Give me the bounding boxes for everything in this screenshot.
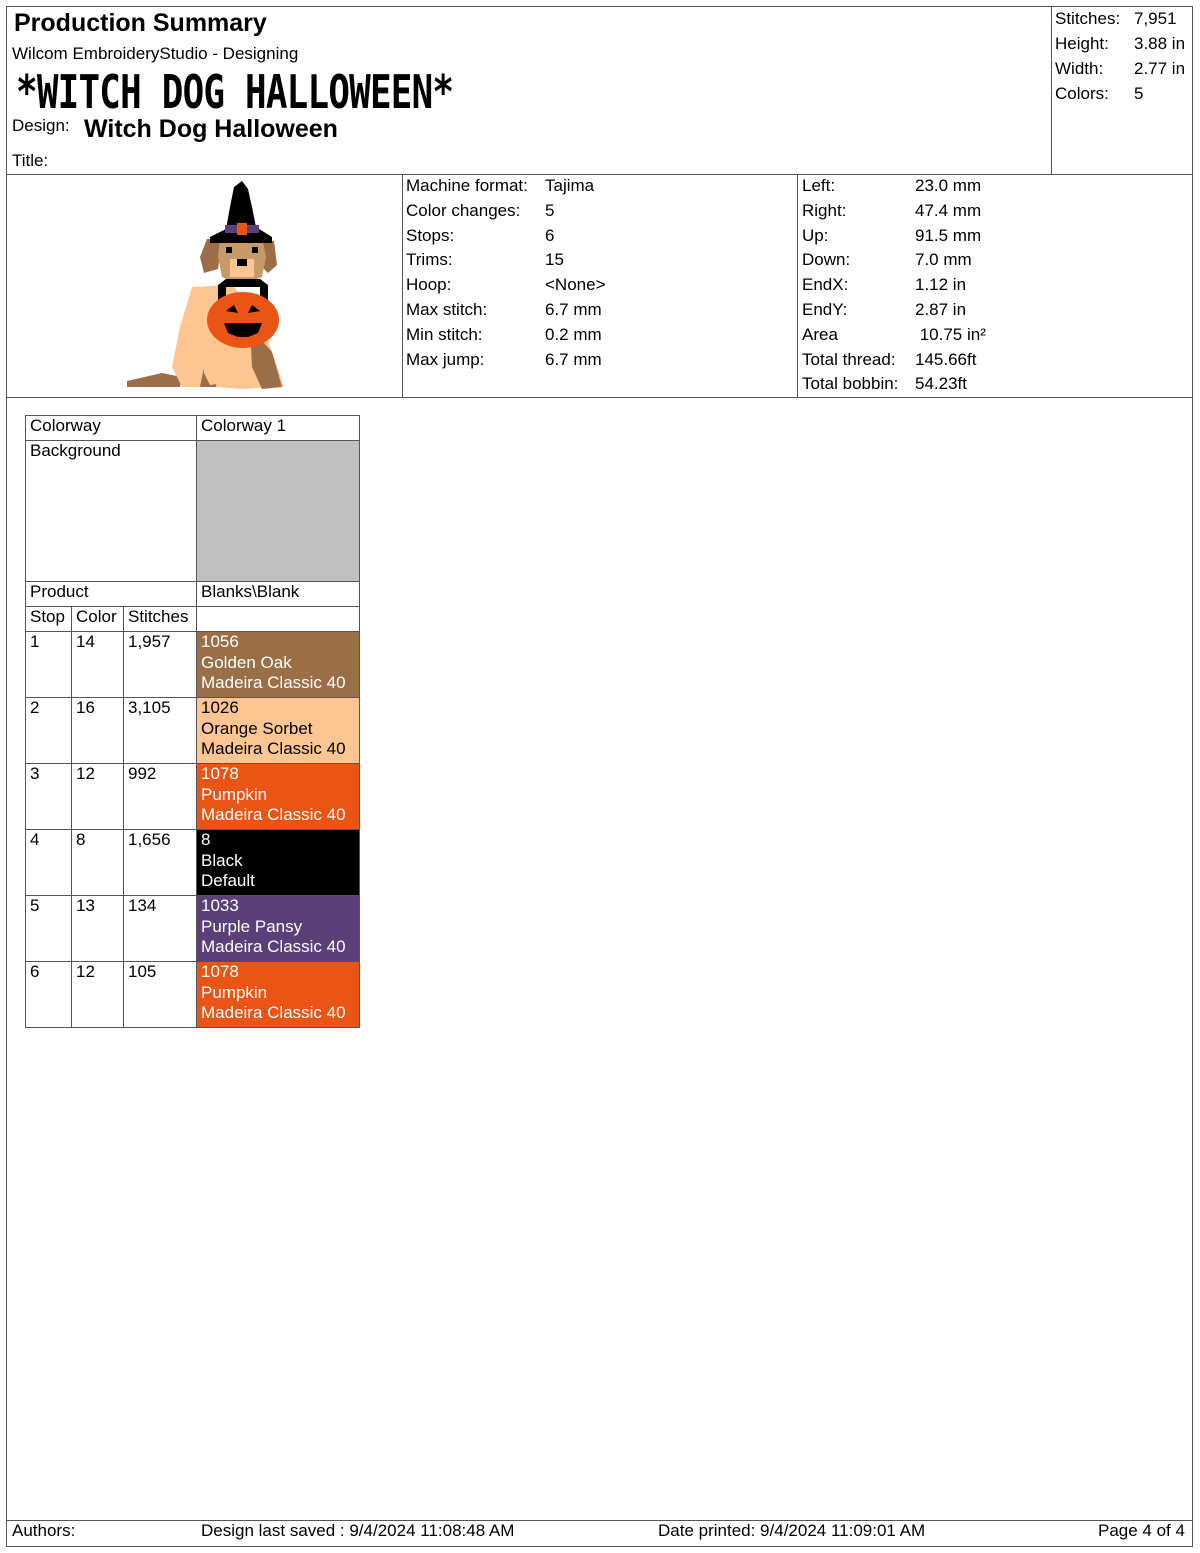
cell-stitches: 105 [124,962,197,1028]
cell-stitches: 134 [124,896,197,962]
thread-swatch [197,830,360,896]
col-stitches-header: Stitches [124,607,197,632]
thread-swatch [197,764,360,830]
report-title: Production Summary [14,9,267,37]
cell-stop: 6 [26,962,72,1028]
extent-value: 23.0 mm [915,176,982,195]
product-value: Blanks\Blank [197,582,360,607]
thread-code: 8 [201,830,211,849]
machine-value: 6 [545,225,555,245]
background-label: Background [26,441,197,582]
extent-label: EndX: [802,275,849,295]
cell-stitches: 1,656 [124,830,197,896]
machine-value: 15 [545,250,564,270]
background-swatch [197,441,360,582]
extent-value: 1.12 in [915,275,967,295]
machine-value: 6.7 mm [545,349,602,369]
title-label: Title: [12,151,49,170]
authors-label: Authors: [12,1521,76,1540]
extent-value: 145.66ft [915,349,977,369]
cell-stitches: 1,957 [124,632,197,698]
thread-name: Pumpkin [201,982,268,1002]
col-thread-header [197,607,360,632]
cell-stop: 1 [26,632,72,698]
cell-color: 12 [72,764,124,830]
extent-label: Total bobbin: [802,374,899,394]
machine-value: 0.2 mm [545,324,602,344]
extent-label: Down: [802,250,851,270]
colorway-value: Colorway 1 [197,416,360,441]
thread-swatch [197,896,360,962]
colorway-label: Colorway [26,416,197,441]
table-row [26,962,360,1028]
cell-color: 12 [72,962,124,1028]
width-value: 2.77 in [1134,59,1186,78]
design-name-large: *WITCH DOG HALLOWEEN* [16,65,454,119]
product-label: Product [26,582,197,607]
height-label: Height: [1055,34,1109,53]
thread-brand: Madeira Classic 40 [201,673,346,692]
thread-brand: Default [201,871,255,890]
extent-value: 2.87 in [915,300,967,319]
machine-label: Machine format: [406,176,528,195]
extent-value: 47.4 mm [915,200,982,220]
thread-name: Orange Sorbet [201,718,313,738]
cell-stitches: 992 [124,764,197,830]
machine-label: Hoop: [406,275,452,295]
table-row [26,632,360,698]
design-preview-image [122,177,297,393]
table-row [26,764,360,830]
cell-color: 13 [72,896,124,962]
extent-value: 7.0 mm [915,250,972,270]
cell-stop: 4 [26,830,72,896]
colorway-table [25,415,360,1028]
thread-code: 1078 [201,764,239,783]
extent-label: EndY: [802,300,848,319]
thread-brand: Madeira Classic 40 [201,805,346,824]
machine-label: Color changes: [406,200,521,220]
extent-value: 54.23ft [915,374,967,394]
table-row [26,698,360,764]
thread-code: 1056 [201,632,239,651]
thread-code: 1026 [201,698,239,717]
cell-stop: 5 [26,896,72,962]
design-label: Design: [12,116,70,135]
extent-value: 91.5 mm [915,225,982,245]
machine-label: Max stitch: [406,300,488,319]
cell-stitches: 3,105 [124,698,197,764]
cell-stop: 2 [26,698,72,764]
machine-label: Trims: [406,250,453,270]
width-label: Width: [1055,59,1104,78]
height-value: 3.88 in [1134,34,1186,53]
table-row [26,830,360,896]
table-row [26,896,360,962]
machine-value: 5 [545,200,555,220]
cell-stop: 3 [26,764,72,830]
thread-code: 1078 [201,962,239,981]
machine-label: Stops: [406,225,455,245]
machine-label: Min stitch: [406,324,483,344]
thread-name: Pumpkin [201,784,268,804]
witch-dog-icon [122,177,297,393]
colors-value: 5 [1134,84,1144,103]
cell-color: 8 [72,830,124,896]
colors-label: Colors: [1055,84,1109,103]
thread-name: Golden Oak [201,652,292,672]
cell-color: 14 [72,632,124,698]
extent-label: Right: [802,200,847,220]
cell-color: 16 [72,698,124,764]
stitches-value: 7,951 [1134,9,1177,28]
col-color-header: Color [72,607,124,632]
extent-value: 10.75 in² [915,324,986,344]
production-summary-page [6,6,1193,1547]
extent-label: Up: [802,225,829,245]
col-stop-header: Stop [26,607,72,632]
app-name: Wilcom EmbroideryStudio - Designing [12,44,299,63]
thread-swatch [197,632,360,698]
extent-label: Total thread: [802,349,896,369]
extent-label: Area [802,324,838,344]
thread-brand: Madeira Classic 40 [201,1003,346,1022]
thread-swatch [197,698,360,764]
thread-name: Purple Pansy [201,916,303,936]
machine-value: 6.7 mm [545,300,602,319]
machine-value: <None> [545,275,606,295]
stitches-label: Stitches: [1055,9,1121,28]
thread-swatch [197,962,360,1028]
extent-label: Left: [802,176,836,195]
page-number: Page 4 of 4 [1098,1521,1185,1540]
last-saved: Design last saved : 9/4/2024 11:08:48 AM [201,1521,515,1540]
design-value: Witch Dog Halloween [84,115,338,143]
machine-label: Max jump: [406,349,485,369]
thread-brand: Madeira Classic 40 [201,937,346,956]
machine-value: Tajima [545,176,595,195]
thread-name: Black [201,850,243,870]
thread-code: 1033 [201,896,239,915]
date-printed: Date printed: 9/4/2024 11:09:01 AM [658,1521,926,1540]
thread-brand: Madeira Classic 40 [201,739,346,758]
